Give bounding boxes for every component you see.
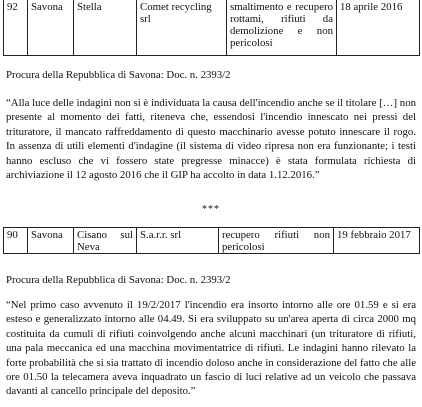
quoted-excerpt: “Nel primo caso avvenuto il 19/2/2017 l'incendio era insorto intorno alle ore 01.59 e si era esteso e generalizzato intorno alle 04.49. Si era sviluppato su un'area aperta di circa 2000 mq costituita da cumuli di rifiuti coinvolgendo anche alcuni macchinari (un trituratore di rifiuti, una pala meccanica ed una macchina movimentatrice di rifiuti. Le indagini hanno rilevato la forte probabilità che si sia trattato di incendio doloso anche in considerazione del fatto che alle ore 01.50 la telecamera aveva inquadrato un fascio di luci relative ad un veicolo che passava davanti al cancello principale del deposito.” [6, 299, 416, 398]
cell-company: S.a.r.r. srl [137, 228, 219, 254]
cell-date: 18 aprile 2016 [337, 0, 420, 56]
cell-city: Savona [28, 0, 74, 56]
cell-activity: smaltimento e recupero rottami, rifiuti da demolizione e non pericolosi [227, 0, 337, 56]
incident-table-92 [3, 0, 420, 56]
section-separator: *** [202, 204, 220, 215]
quoted-excerpt: “Alla luce delle indagini non si è individuata la causa dell'incendio anche se il titolare […] non presente al momento dei fatti, riteneva che, essendosi l'incendio innescato nei pressi del trituratore, il mancato raffreddamento di questo macchinario avesse potuto innescare il rogo. In assenza di utili elementi d'indagine (il sistema di video ripresa non era funzionante; i testi hanno escluso che vi fossero state pregresse minacce) è stata formulata richiesta di archiviazione il 12 agosto 2016 che il GIP ha accolto in data 1.12.2016.” [6, 97, 416, 182]
cell-company: Comet recycling srl [137, 0, 227, 56]
table-row [4, 228, 420, 254]
incident-table-90 [3, 227, 420, 254]
cell-city: Savona [28, 228, 74, 254]
table-row [4, 0, 420, 56]
cell-activity: recupero rifiuti non pericolosi [219, 228, 334, 254]
cell-number: 90 [4, 228, 28, 254]
cell-date: 19 febbraio 2017 [334, 228, 420, 254]
source-citation: Procura della Repubblica di Savona: Doc. n. 2393/2 [6, 69, 231, 81]
cell-municipality: Cisano sul Neva [74, 228, 137, 254]
cell-municipality: Stella [74, 0, 137, 56]
source-citation: Procura della Repubblica di Savona: Doc. n. 2393/2 [6, 274, 231, 286]
cell-number: 92 [4, 0, 28, 56]
